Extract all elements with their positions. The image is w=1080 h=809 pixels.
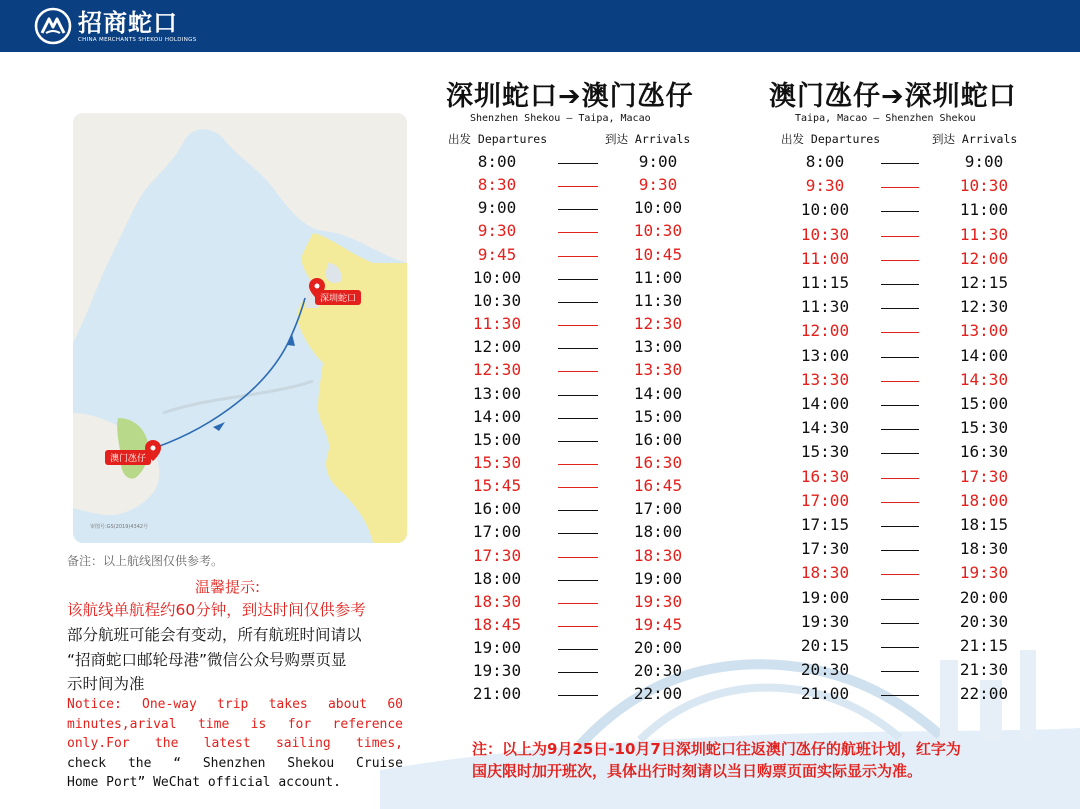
route-b-arrival-time: 14:00 — [959, 345, 1009, 365]
route-b-connector-line — [881, 671, 919, 672]
route-a-row — [457, 198, 707, 220]
route-b-arrival-time: 12:00 — [959, 248, 1009, 268]
route-b-departure-time: 13:30 — [800, 369, 850, 389]
route-b-arrival-time: 12:30 — [959, 297, 1009, 317]
route-a-row — [457, 430, 707, 452]
route-a-departure-time: 10:00 — [472, 267, 522, 287]
route-a-departure-time: 15:30 — [472, 452, 522, 472]
tip-line-4: 示时间为准 — [67, 675, 145, 693]
route-b-departure-time: 20:15 — [800, 636, 850, 655]
map-label-taipa: 澳门氹仔 — [105, 450, 151, 465]
notice-line: Home Port” WeChat official account. — [67, 775, 341, 791]
route-a-arrival-time: 15:00 — [633, 406, 683, 426]
route-b-row — [785, 612, 1035, 634]
brand-name-cn: 招商蛇口 — [78, 8, 178, 37]
route-b-title: 澳门氹仔➔深圳蛇口 — [769, 81, 1017, 112]
route-b-departure-time: 14:30 — [800, 418, 850, 438]
route-a-connector-line — [558, 371, 598, 372]
route-a-row — [457, 291, 707, 313]
route-b-row — [785, 370, 1035, 392]
route-a-subtitle: Shenzhen Shekou – Taipa, Macao — [470, 113, 651, 124]
route-a-connector-line — [558, 163, 598, 164]
route-b-departure-time: 9:30 — [805, 176, 845, 196]
notice-line: only.For the latest sailing times, — [67, 736, 403, 752]
route-a-departure-time: 19:30 — [472, 661, 522, 681]
route-a-row — [457, 384, 707, 406]
route-a-departure-time: 9:45 — [477, 244, 517, 264]
route-a-departure-time: 18:30 — [472, 591, 522, 611]
route-b-connector-line — [881, 260, 919, 261]
route-b-row — [785, 636, 1035, 658]
route-a-row — [457, 522, 707, 544]
route-a-departure-time: 12:30 — [472, 360, 522, 380]
route-a-connector-line — [558, 279, 598, 280]
route-b-row — [785, 273, 1035, 295]
route-b-arrival-time: 22:00 — [959, 684, 1009, 704]
route-a-arrival-time: 20:30 — [633, 661, 683, 681]
route-a-arrival-time: 19:45 — [633, 615, 683, 634]
route-a-arrival-time: 13:30 — [633, 360, 683, 380]
tip-line-1: 该航线单航程约60分钟，到达时间仅供参考 — [67, 601, 366, 619]
route-a-departure-time: 10:30 — [472, 290, 522, 310]
bottom-note-line-2: 国庆限时加开班次，具体出行时刻请以当日购票页面实际显示为准。 — [472, 762, 923, 780]
route-a-arrival-time: 11:00 — [633, 267, 683, 287]
brand-name-en: CHINA MERCHANTS SHEKOU HOLDINGS — [78, 36, 197, 43]
route-b-departure-time: 11:30 — [800, 297, 850, 317]
route-a-departure-time: 14:00 — [472, 406, 522, 426]
route-a-row — [457, 661, 707, 683]
route-a-arrival-time: 18:00 — [633, 522, 683, 542]
route-b-connector-line — [881, 236, 919, 237]
route-b-connector-line — [881, 695, 919, 696]
route-a-arrival-time: 19:30 — [633, 591, 683, 611]
route-b-connector-line — [881, 502, 919, 503]
route-b-connector-line — [881, 405, 919, 406]
route-b-arrival-time: 18:30 — [959, 539, 1009, 559]
route-a-connector-line — [558, 395, 598, 396]
route-b-departure-time: 21:00 — [800, 684, 850, 704]
route-b-departure-time: 10:00 — [800, 200, 850, 220]
route-b-arrival-time: 21:30 — [959, 660, 1009, 680]
route-b-connector-line — [881, 429, 919, 430]
route-a-departure-time: 8:30 — [477, 175, 517, 195]
route-b-row — [785, 539, 1035, 561]
route-a-departure-time: 18:45 — [472, 615, 522, 634]
route-b-connector-line — [881, 357, 919, 358]
route-b-arrival-time: 20:30 — [959, 611, 1009, 631]
route-b-arrival-time: 15:00 — [959, 394, 1009, 413]
route-a-arrival-time: 19:00 — [633, 568, 683, 588]
map-label-shekou: 深圳蛇口 — [315, 290, 361, 305]
route-a-row — [457, 314, 707, 336]
route-b-arrival-time: 16:30 — [959, 442, 1009, 462]
route-a-connector-line — [558, 603, 598, 604]
route-b-arrival-time: 17:30 — [959, 466, 1009, 486]
route-a-row — [457, 499, 707, 521]
route-a-departure-time: 12:00 — [472, 337, 522, 357]
map-approval-number: 审图号:GS(2019)4342号 — [90, 524, 149, 530]
route-b-row — [785, 467, 1035, 489]
route-b-departure-time: 8:00 — [805, 152, 845, 171]
route-b-arrival-time: 19:30 — [959, 563, 1009, 583]
route-b-connector-line — [881, 550, 919, 551]
brand-logo — [34, 7, 197, 45]
route-a-arrival-time: 10:30 — [633, 221, 683, 241]
route-map — [73, 113, 407, 543]
route-b-row — [785, 346, 1035, 368]
route-b-departure-time: 16:30 — [800, 466, 850, 486]
route-b-row — [785, 249, 1035, 271]
route-b-departure-time: 19:00 — [800, 587, 850, 607]
route-a-departures-header: 出发 Departures — [448, 132, 548, 146]
route-a-arrival-time: 16:30 — [633, 452, 683, 472]
route-a-connector-line — [558, 672, 598, 673]
route-a-connector-line — [558, 209, 598, 210]
brand-logo-icon — [34, 7, 72, 45]
route-a-connector-line — [558, 510, 598, 511]
route-a-row — [457, 638, 707, 660]
route-b-arrival-time: 18:15 — [959, 515, 1009, 534]
route-a-row — [457, 569, 707, 591]
route-b-arrival-time: 11:00 — [959, 200, 1009, 220]
route-b-row — [785, 394, 1035, 416]
route-a-title: 深圳蛇口➔澳门氹仔 — [446, 81, 694, 112]
route-b-departure-time: 14:00 — [800, 394, 850, 413]
map-note: 备注：以上航线图仅供参考。 — [67, 554, 224, 568]
header-bar — [0, 0, 1080, 52]
route-a-departure-time: 21:00 — [472, 684, 522, 704]
route-b-arrival-time: 20:00 — [959, 587, 1009, 607]
route-a-departure-time: 11:30 — [472, 314, 522, 334]
route-b-connector-line — [881, 574, 919, 575]
route-b-departure-time: 20:30 — [800, 660, 850, 680]
route-b-departure-time: 11:00 — [800, 248, 850, 268]
route-a-departure-time: 17:00 — [472, 522, 522, 542]
route-a-arrival-time: 22:00 — [633, 684, 683, 704]
route-b-row — [785, 515, 1035, 537]
notice-line: Notice: One-way trip takes about 60 — [67, 697, 403, 712]
route-b-row — [785, 418, 1035, 440]
route-b-departure-time: 19:30 — [800, 611, 850, 631]
route-a-departure-time: 8:00 — [477, 152, 517, 171]
route-a-connector-line — [558, 325, 598, 326]
route-a-row — [457, 337, 707, 359]
route-b-arrival-time: 9:00 — [964, 152, 1004, 171]
route-b-row — [785, 442, 1035, 464]
route-a-arrival-time: 10:00 — [633, 198, 683, 218]
route-a-row — [457, 407, 707, 429]
route-a-arrival-time: 20:00 — [633, 638, 683, 658]
route-a-row — [457, 684, 707, 706]
route-b-departure-time: 17:00 — [800, 490, 850, 510]
route-b-departure-time: 18:30 — [800, 563, 850, 583]
route-b-arrival-time: 15:30 — [959, 418, 1009, 438]
route-b-row — [785, 321, 1035, 343]
route-a-row — [457, 592, 707, 614]
route-a-departure-time: 16:00 — [472, 499, 522, 519]
route-a-arrival-time: 12:30 — [633, 314, 683, 334]
route-b-row — [785, 563, 1035, 585]
route-a-departure-time: 17:30 — [472, 545, 522, 565]
route-a-arrival-time: 13:00 — [633, 337, 683, 357]
route-a-departure-time: 18:00 — [472, 568, 522, 588]
route-b-arrival-time: 11:30 — [959, 224, 1009, 244]
route-a-row — [457, 615, 707, 637]
route-b-departure-time: 11:15 — [800, 273, 850, 292]
route-a-arrivals-header: 到达 Arrivals — [605, 132, 691, 146]
route-b-row — [785, 152, 1035, 174]
route-b-row — [785, 297, 1035, 319]
route-b-row — [785, 491, 1035, 513]
route-b-connector-line — [881, 187, 919, 188]
route-a-departure-time: 9:30 — [477, 221, 517, 241]
route-b-arrivals-header: 到达 Arrivals — [932, 132, 1018, 146]
tip-line-2: 部分航班可能会有变动，所有航班时间请以 — [67, 626, 362, 644]
route-a-arrival-time: 11:30 — [633, 290, 683, 310]
route-a-connector-line — [558, 348, 598, 349]
route-a-connector-line — [558, 256, 598, 257]
route-a-connector-line — [558, 626, 598, 627]
route-a-connector-line — [558, 418, 598, 419]
route-a-row — [457, 221, 707, 243]
route-b-row — [785, 588, 1035, 610]
route-a-arrival-time: 9:00 — [638, 152, 678, 171]
route-a-departure-time: 19:00 — [472, 638, 522, 658]
route-b-connector-line — [881, 211, 919, 212]
route-a-arrival-time: 16:45 — [633, 476, 683, 496]
route-b-connector-line — [881, 332, 919, 333]
route-b-departure-time: 13:00 — [800, 345, 850, 365]
bottom-note — [472, 738, 961, 782]
route-a-arrival-time: 14:00 — [633, 383, 683, 403]
route-a-row — [457, 152, 707, 174]
route-a-connector-line — [558, 302, 598, 303]
route-b-connector-line — [881, 647, 919, 648]
route-b-connector-line — [881, 284, 919, 285]
route-a-row — [457, 546, 707, 568]
route-b-arrival-time: 12:15 — [959, 273, 1009, 292]
route-b-connector-line — [881, 623, 919, 624]
route-a-connector-line — [558, 441, 598, 442]
route-a-arrival-time: 18:30 — [633, 545, 683, 565]
route-b-connector-line — [881, 163, 919, 164]
bottom-note-line-1: 注：以上为9月25日-10月7日深圳蛇口往返澳门氹仔的航班计划，红字为 — [472, 740, 961, 758]
route-a-departure-time: 15:45 — [472, 476, 522, 496]
route-a-connector-line — [558, 557, 598, 558]
route-b-connector-line — [881, 453, 919, 454]
route-b-row — [785, 225, 1035, 247]
route-b-arrival-time: 18:00 — [959, 490, 1009, 510]
route-a-connector-line — [558, 649, 598, 650]
route-a-arrival-time: 16:00 — [633, 429, 683, 449]
route-b-row — [785, 176, 1035, 198]
route-b-departure-time: 10:30 — [800, 224, 850, 244]
route-b-departure-time: 15:30 — [800, 442, 850, 462]
route-a-connector-line — [558, 580, 598, 581]
notice-line: minutes,arival time is for reference — [67, 716, 403, 732]
route-a-arrival-time: 10:45 — [633, 244, 683, 264]
route-a-departure-time: 15:00 — [472, 429, 522, 449]
route-b-row — [785, 660, 1035, 682]
route-a-arrival-time: 9:30 — [638, 175, 678, 195]
route-a-connector-line — [558, 487, 598, 488]
route-b-connector-line — [881, 478, 919, 479]
route-b-departures-header: 出发 Departures — [781, 132, 881, 146]
route-b-row — [785, 684, 1035, 706]
english-notice — [67, 695, 403, 793]
route-a-connector-line — [558, 695, 598, 696]
route-a-row — [457, 175, 707, 197]
route-map-graphic — [73, 113, 407, 543]
route-b-connector-line — [881, 308, 919, 309]
route-a-departure-time: 13:00 — [472, 383, 522, 403]
route-b-departure-time: 17:30 — [800, 539, 850, 559]
route-a-arrival-time: 17:00 — [633, 499, 683, 519]
route-b-connector-line — [881, 381, 919, 382]
route-b-departure-time: 12:00 — [800, 321, 850, 341]
route-b-connector-line — [881, 526, 919, 527]
tips-title: 温馨提示: — [195, 578, 261, 596]
route-a-row — [457, 360, 707, 382]
route-a-connector-line — [558, 464, 598, 465]
route-b-connector-line — [881, 599, 919, 600]
route-b-arrival-time: 14:30 — [959, 369, 1009, 389]
route-b-arrival-time: 21:15 — [959, 636, 1009, 655]
route-b-arrival-time: 10:30 — [959, 176, 1009, 196]
route-b-arrival-time: 13:00 — [959, 321, 1009, 341]
route-a-row — [457, 453, 707, 475]
route-b-subtitle: Taipa, Macao – Shenzhen Shekou — [795, 113, 976, 124]
notice-line: check the “ Shenzhen Shekou Cruise — [67, 755, 403, 771]
route-a-connector-line — [558, 186, 598, 187]
route-b-row — [785, 200, 1035, 222]
route-a-connector-line — [558, 533, 598, 534]
route-a-row — [457, 476, 707, 498]
route-a-row — [457, 245, 707, 267]
route-a-departure-time: 9:00 — [477, 198, 517, 218]
route-b-departure-time: 17:15 — [800, 515, 850, 534]
route-a-connector-line — [558, 232, 598, 233]
route-a-row — [457, 268, 707, 290]
tip-line-3: “招商蛇口邮轮母港”微信公众号购票页显 — [67, 651, 347, 669]
